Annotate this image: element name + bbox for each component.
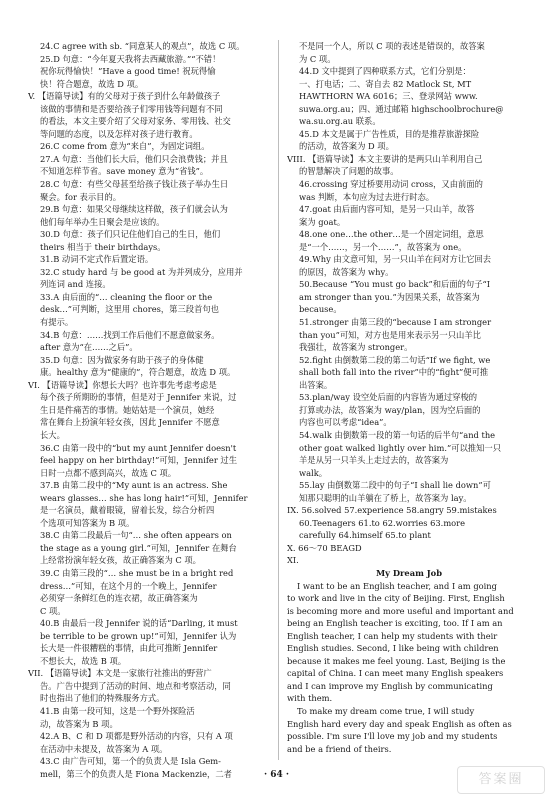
answer-line: 列连词 and 连接。 (40, 279, 111, 290)
answer-line: VI. 【语篇导读】你想长大吗？也许事先考虑考虑是 (28, 379, 217, 390)
answer-line: 55.lay 由倒数第二段中的句子“I shall lie down”可 (299, 480, 491, 491)
answer-line: 个选项可知答案为 B 项。 (40, 517, 135, 528)
answer-line: 的智慧解决了问题的故事。 (299, 166, 399, 177)
answer-line: shall both fall into the river”中的“fight”便可推 (299, 367, 489, 378)
answer-line: being an English teacher is exciting, too. If I am an (287, 618, 503, 629)
answer-line: 告。广告中提到了活动的时间、地点和考察活动，同 (40, 680, 231, 691)
answer-line: the stage as a young girl.”可知，Jennifer 在舞台 (40, 542, 237, 553)
answer-line: 37.B 由第二段中的“My aunt is an actress. She (40, 480, 228, 491)
answer-line: than you”可知，对方也是用来表示另一只山羊比 (299, 329, 481, 340)
answer-line: 羊是从另一只羊头上走过去的，故答案为 (299, 455, 449, 466)
answer-line: 34.B 句意：……找到工作后他们不愿意做家务。 (40, 329, 220, 340)
answer-line: 41.B 由第一段可知，这是一个野外探险活 (40, 705, 195, 716)
answer-line: C 项。 (40, 605, 66, 616)
answer-line: XI. (287, 555, 299, 566)
answer-line: VIII. 【语篇导读】本文主要讲的是两只山羊利用自己 (287, 153, 483, 164)
answer-line: 52.fight 由倒数第二段的第二句话“If we fight, we (299, 354, 491, 365)
answer-line: 不知道怎样节省。save money 意为“省钱”。 (40, 166, 209, 177)
answer-line: 每个孩子所期盼的事情，但是对于 Jennifer 来说，过 (40, 392, 237, 403)
answer-line: and I can improve my English by communicating (287, 680, 493, 691)
answer-line: 不想长大，故选 B 项。 (40, 655, 127, 666)
answer-line: 26.C come from 意为“来自”，为固定词组。 (40, 141, 210, 152)
answer-line: 有提示。 (40, 317, 74, 328)
answer-column-left (28, 40, 272, 780)
answer-line: 时也指出了他们的特殊服务方式。 (40, 693, 165, 704)
answer-line: 的原因，故答案为 why。 (299, 266, 394, 277)
answer-line: 31.B 动词不定式作后置定语。 (40, 254, 154, 265)
answer-line: X. 66～70 BEAGD (287, 542, 362, 553)
answer-line: to work and live in the city of Beijing. First, English (287, 593, 505, 604)
answer-line: 聚会。for 表示目的。 (40, 191, 122, 202)
answer-line: and be a friend of theirs. (287, 743, 392, 754)
answer-line: 30.D 句意：孩子们只记住他们自己的生日，他们 (40, 229, 221, 240)
answer-line: be terrible to be grown up!”可知，Jennifer 认为 (40, 630, 237, 641)
page-number: · 64 · (263, 770, 290, 780)
answer-line: dress…”可知，在这个月的一个晚上，Jennifer (40, 580, 217, 591)
answer-line: 他们每年举办生日聚会是应该的。 (40, 216, 165, 227)
answer-line: 为 C 项。 (299, 53, 336, 64)
answer-line: 54.walk 由倒数第一段的第一句话的后半句“and the (299, 429, 496, 440)
answer-line: 日时一点都不感到高兴，故选 C 项。 (40, 467, 177, 478)
answer-line: 祝你玩得愉快！”Have a good time! 祝玩得愉 (40, 66, 216, 77)
answer-line: 在活动中未提及，故答案为 A 项。 (40, 743, 168, 754)
answer-line: 的活动，故答案为 D 项。 (299, 141, 394, 152)
answer-line: 常在舞台上扮演年轻女孩，因此 Jennifer 不愿意 (40, 417, 220, 428)
answer-line: 28.C 句意：有些父母甚至给孩子钱让孩子举办生日 (40, 179, 229, 190)
answer-line: 32.C study hard 与 be good at 为并列成分，应用并 (40, 266, 243, 277)
answer-line: 案为 goat。 (299, 216, 346, 227)
column-divider (278, 40, 279, 760)
answer-line: 快！符合题意，故选 D 项。 (40, 78, 144, 89)
answer-line: because。 (299, 304, 342, 315)
answer-line: suwa.org.au；四、通过邮箱 highschoolbrochure@ (299, 103, 504, 114)
answer-line: 35.D 句意：因为做家务有助于孩子的身体健 (40, 354, 204, 365)
answer-line: IX. 56.solved 57.experience 58.angry 59.mistakes (287, 505, 497, 516)
answer-line: 60.Teenagers 61.to 62.worries 63.more (299, 517, 466, 528)
answer-line: 25.D 句意：“今年夏天我将去西藏旅游。”“不错！ (40, 53, 221, 64)
answer-line: My Dream Job (375, 567, 443, 578)
answer-line: VII. 【语篇导读】本文是一家旅行社推出的野营广 (28, 668, 212, 679)
answer-line: 48.one one…the other…是一个固定词组，意思 (299, 229, 484, 240)
answer-line: 长大是一件很糟糕的事情，由此可推断 Jennifer (40, 643, 218, 654)
answer-line: 38.C 由第二段最后一句“… she often appears on (40, 530, 232, 541)
answer-line: wa.su.org.au 联系。 (299, 116, 381, 127)
answer-line: 51.stronger 由第三段的“because I am stronger (299, 317, 492, 328)
answer-line: 36.C 由第一段中的“but my aunt Jennifer doesn't (40, 442, 237, 453)
answer-line: 39.C 由第三段的“… she must be in a bright red (40, 567, 234, 578)
answer-line: is becoming more and more useful and important and (287, 605, 514, 616)
answer-line: 知那只聪明的山羊躺在了桥上，故答案为 lay。 (299, 492, 472, 503)
answer-line: 47.goat 由后面内容可知，是另一只山羊，故答 (299, 204, 475, 215)
answer-line: To make my dream come true, I will study (297, 705, 475, 716)
answer-line: 长大。 (40, 429, 65, 440)
answer-line: 42.A B、C 和 D 项都是野外活动的内容，只有 A 项 (40, 731, 233, 742)
answer-line: 上经常扮演年轻女孩，故正确答案为 C 项。 (40, 555, 201, 566)
answer-line: other goat walked lightly over him.”可以推知一只 (299, 442, 501, 453)
answer-line: English studies. Second, I like being with children (287, 643, 499, 654)
answer-line: was 判断，本句应为过去进行时态。 (299, 191, 435, 202)
answer-line: mell，第三个的负责人是 Fiona Mackenzie，二者 (40, 768, 232, 779)
answer-line: theirs 相当于 their birthdays。 (40, 241, 166, 252)
answer-line: 我强壮，故答案为 stronger。 (299, 342, 413, 353)
answer-line: possible. I'm sure I'll love my job and my students (287, 731, 498, 742)
answer-line: 动，故答案为 B 项。 (40, 718, 118, 729)
answer-line: 内容也可以考虑“idea”。 (299, 417, 392, 428)
answer-line: walk。 (299, 467, 328, 478)
answer-line: carefully 64.himself 65.to plant (299, 530, 431, 541)
answer-line: wears glasses… she has long hair!”可知，Jennifer (40, 492, 248, 503)
answer-line: 40.B 由最后一段 Jennifer 说的话“Darling, it must (40, 618, 238, 629)
answer-line: V. 【语篇导读】有的父母对于孩子到什么年龄做孩子 (28, 91, 221, 102)
answer-line: English teacher, I can help my students with their (287, 630, 498, 641)
answer-line: 生日是件痛苦的事情。她姑姑是一个演员，她经 (40, 404, 215, 415)
answer-line: 必须穿一条鲜红色的连衣裙，故正确答案为 (40, 593, 198, 604)
answer-line: 出答案。 (299, 379, 333, 390)
answer-line: 打算或办法，故答案为 way/plan，因为空后面的 (299, 404, 481, 415)
answer-line: 44.D 文中提到了四种联系方式，它们分别是： (299, 66, 471, 77)
answer-line: 康。healthy 意为“健康的”，符合题意，故选 D 项。 (40, 367, 236, 378)
answer-line: 45.D 本文是属于广告性质，目的是推荐旅游探险 (299, 128, 480, 139)
answer-line: 是“一个……，另一个……”，故答案为 one。 (299, 241, 467, 252)
answer-line: am stronger than you.”为因果关系，故答案为 (299, 291, 480, 302)
answer-line: with them. (287, 693, 333, 704)
answer-line: 29.B 句意：如果父母继续这样做，孩子们就会认为 (40, 204, 228, 215)
answer-line: because it makes me feel young. Last, Beijing is the (287, 655, 506, 666)
answer-line: 是一名演员，戴着眼镜，留着长发，综合分析四 (40, 505, 215, 516)
answer-column-right (287, 40, 531, 755)
answer-line: 等问题的态度，以及怎样对孩子进行教育。 (40, 128, 198, 139)
answer-line: HAWTHORN WA 6016；三、登录网站 www. (299, 91, 478, 102)
answer-line: desk…”可判断，这里用 chores，第三段首句也 (40, 304, 219, 315)
answer-line: 33.A 由后面的“… cleaning the floor or the (40, 291, 213, 302)
answer-line: 不是同一个人，所以 C 项的表述是错误的，故答案 (299, 41, 485, 51)
answer-line: 的看法，本文主要介绍了父母对家务、零用钱、社交 (40, 116, 231, 127)
answer-line: 46.crossing 穿过桥要用动词 cross，又由前面的 (299, 179, 483, 190)
watermark-logo: 答案圈 (457, 766, 545, 794)
answer-line: 43.C 由广告可知，第一个的负责人是 Isla Gem- (40, 756, 221, 767)
answer-line: 一、打电话；二、寄自去 82 Matlock St, MT (299, 78, 472, 89)
answer-line: 27.A 句意：当他们长大后，他们只会浪费钱；并且 (40, 153, 228, 164)
answer-line: feel happy on her birthday!”可知，Jennifer 过生 (40, 455, 238, 466)
answer-line: 49.Why 由文意可知，另一只山羊在问对方让它回去 (299, 254, 492, 265)
answer-line: 24.C agree with sb. “同意某人的观点”，故选 C 项。 (40, 41, 245, 51)
answer-line: 该做的事情和是否要给孩子们零用钱等问题有不同 (40, 103, 223, 114)
answer-line: I want to be an English teacher, and I am going (297, 580, 497, 591)
answer-line: 50.Because “You must go back”和后面的句子“I (299, 279, 491, 290)
answer-line: English hard every day and speak English as often as (287, 718, 512, 729)
answer-line: capital of China. I can meet many English speakers (287, 668, 504, 679)
answer-line: after 意为“在……之后”。 (40, 342, 138, 353)
answer-line: 53.plan/way 设空处后面的内容皆为通过穿梭的 (299, 392, 478, 403)
